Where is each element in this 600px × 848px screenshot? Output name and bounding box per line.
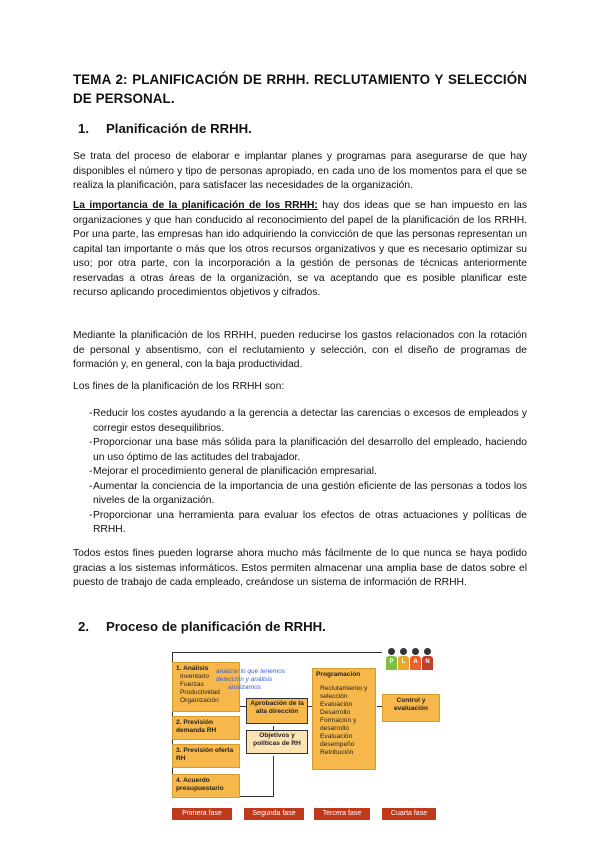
box-title: 1. Análisis <box>176 665 209 672</box>
planning-process-diagram <box>168 646 440 822</box>
paragraph-body: hay dos ideas que se han impuesto en las organizaciones y que han conducido al reconocimiento del papel de la planificación de los RRHH. Por una parte, las empresas han ido adquiriendo la convicción de que las personas representan un capital tan importante o más que los otros recursos organizativos y que es necesario optimizar su uso; por otra parte, con la incorporación a la gestión de personas de técnicas anteriormente reservadas a otras áreas de la organización, se va aceptando que es posible planificar este recurso aplicando procedimientos objetivos y cifrados. <box>73 200 527 298</box>
plan-person-icon: N <box>422 648 432 670</box>
section-2-heading <box>78 619 326 634</box>
section-title: Planificación de RRHH. <box>106 121 252 136</box>
box-item: Inventario <box>180 673 209 680</box>
list-item: - Aumentar la conciencia de la importancia de una gestión eficiente de las personas a todos los niveles de la organización. <box>73 480 527 509</box>
paragraph-systems: Todos estos fines pueden lograrse ahora mucho más fácilmente de lo que nunca se haya podido gracias a los sistemas informáticos. Estos permiten almacenar una amplia base de datos sobre el puesto de trabajo de cada empleado, creándose un sistema de información de RRHH. <box>73 548 527 588</box>
box-item: Formación y desarrollo <box>320 717 357 732</box>
box-title: Objetivos y políticas de RH <box>253 732 301 747</box>
connector-line <box>240 796 274 797</box>
phase-label: Cuarta fase <box>382 808 436 820</box>
connector-line <box>273 756 274 796</box>
plan-person-icon: A <box>410 648 420 670</box>
phase-label: Segunda fase <box>244 808 304 820</box>
box-title: 4. Acuerdo presupuestario <box>176 777 224 792</box>
section-1-heading <box>78 121 252 136</box>
box-item: Fuerzas <box>180 681 204 688</box>
supply-forecast-box <box>172 744 240 768</box>
connector-line <box>172 652 382 653</box>
box-title: Control y evaluación <box>393 697 429 712</box>
box-item: Evaluación desempeño <box>320 733 355 748</box>
box-title: 3. Previsión oferta RH <box>176 747 234 762</box>
list-item: - Mejorar el procedimiento general de planificación empresarial. <box>73 465 527 480</box>
box-item: Organización <box>180 697 219 704</box>
plan-person-icon: L <box>398 648 408 670</box>
box-item: Evaluación <box>320 701 353 708</box>
section-number: 2. <box>78 619 89 634</box>
programming-box <box>312 668 376 770</box>
budget-agreement-box <box>172 774 240 798</box>
box-title: Aprobación de la alta dirección <box>250 700 304 715</box>
plan-person-icon: P <box>386 648 396 670</box>
handwritten-note: analizar lo que tenemos <box>216 668 286 675</box>
phase-label: Tercera fase <box>314 808 370 820</box>
list-item: - Proporcionar una base más sólida para la planificación del desarrollo del empleado, haciendo un uso óptimo de las actitudes del trabajador. <box>73 436 527 465</box>
list-item: - Reducir los costes ayudando a la gerencia a detectar las carencias o excesos de empleados y corregir estos desequilibrios. <box>73 407 527 436</box>
paragraph-costs: Mediante la planificación de los RRHH, pueden reducirse los gastos relacionados con la rotación de personal y absentismo, con el reclutamiento y selección, con el diseño de programas de formación y, en general, con la baja productividad. <box>73 330 527 370</box>
phase-label: Primera fase <box>172 808 232 820</box>
section-number: 1. <box>78 121 89 136</box>
handwritten-note: detección y análisis <box>216 676 273 683</box>
control-box <box>382 694 440 722</box>
paragraph-lead: La importancia de la planificación de los RRHH: <box>73 200 318 211</box>
box-item: Reclutamiento y selección <box>320 685 368 700</box>
handwritten-note: analizamos <box>228 684 261 691</box>
list-item: - Proporcionar una herramienta para evaluar los efectos de otras actuaciones y políticas de RRHH. <box>73 509 527 538</box>
aims-list <box>73 407 527 538</box>
paragraph-aims: Los fines de la planificación de los RRHH son: <box>73 381 285 392</box>
paragraph-importance <box>73 199 527 301</box>
objectives-box <box>246 730 308 754</box>
box-title: 2. Previsión demanda RH <box>176 719 217 734</box>
box-item: Retribución <box>320 749 354 756</box>
box-title: Programación <box>316 671 361 678</box>
paragraph-intro: Se trata del proceso de elaborar e implantar planes y programas para asegurarse de que hay disponibles el número y tipo de personas apropiado, en cada uno de los momentos para el que se realiza la planificación, para satisfacer las necesidades de la organización. <box>73 151 527 191</box>
page-title: TEMA 2: PLANIFICACIÓN DE RRHH. RECLUTAMIENTO Y SELECCIÓN DE PERSONAL. <box>73 72 527 106</box>
box-item: Desarrollo <box>320 709 351 716</box>
approval-box <box>246 698 308 724</box>
section-title: Proceso de planificación de RRHH. <box>106 619 326 634</box>
demand-forecast-box <box>172 716 240 740</box>
box-item: Productividad <box>180 689 220 696</box>
